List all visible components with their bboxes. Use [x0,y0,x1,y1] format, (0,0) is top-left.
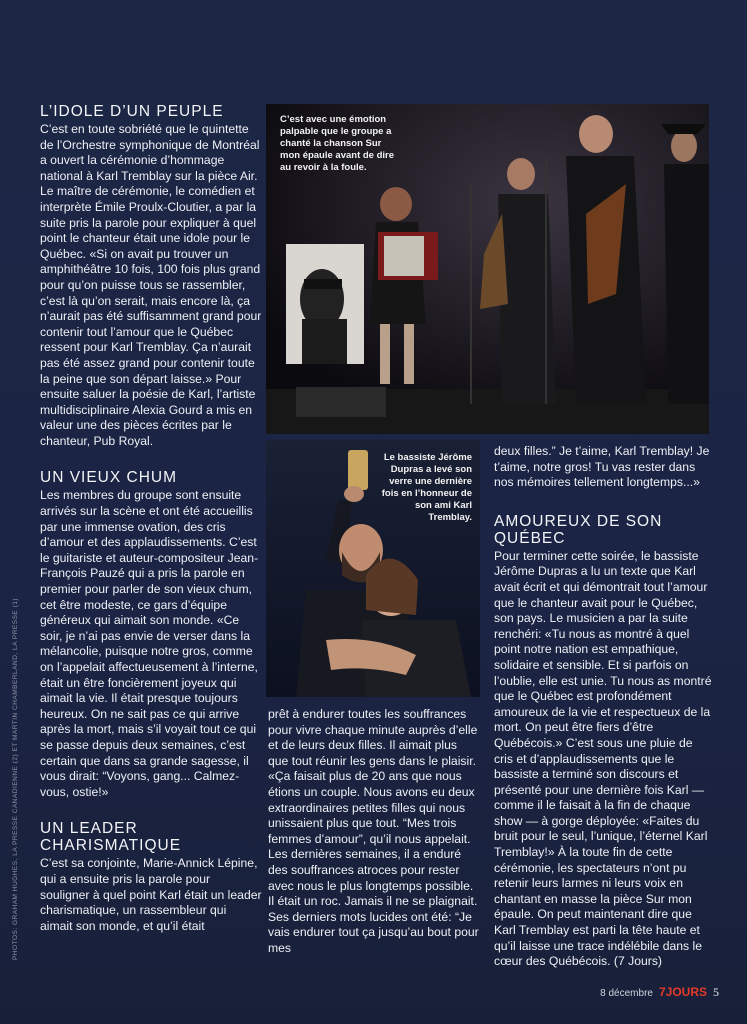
photo-credit-text: PHOTOS: GRAHAM HUGHES, LA PRESSE CANADIENNE (2) ET MARTIN CHAMBERLAND, LA PRESSE (1) [12,597,19,960]
paragraph-column-3-intro: deux filles.” Je t’aime, Karl Tremblay! Je t’aime, notre gros! Tu vas rester dans nos mémoires tellement longtemps...» [494,444,710,490]
heading-idole: L’IDOLE D’UN PEUPLE [40,103,224,120]
footer-date: 8 décembre [600,988,653,999]
page-footer [600,985,719,1000]
paragraph-column-2: prêt à endurer toutes les souffrances pour vivre chaque minute auprès d’elle et de leurs deux filles. Il aimait plus que tout réunir les gens dans le plaisir. «Ça faisait plus de 20 ans que nous étions un couple. Nous avons eu deux extraordinaires petites filles qui nous unissaient plus que tout. “Mes trois femmes d’amour”, qu’il nous appelait. Les dernières semaines, il a enduré des souffrances atroces pour rester avec nous le plus longtemps possible. Il était un roc. Jamais il ne se plaignait. Ses derniers mots lucides ont été: “Je vais endurer tout ça jusqu’au bout pour mes [268,707,479,955]
hug-caption: Le bassiste Jérôme Dupras a levé son verre une dernière fois en l’honneur de son ami Karl Tremblay. [381,452,472,523]
hug-photo [266,440,480,697]
photo-credit [12,597,22,980]
paragraph-idole: C’est en toute sobriété que le quintette de l’Orchestre symphonique de Montréal a ouvert la cérémonie d’hommage national à Karl Tremblay sur la pièce Air. Le maître de cérémonie, le comédien et interprète Émile Proulx-Cloutier, a par la suite pris la parole pour expliquer à quel point le chanteur était une idole pour le Québec. «Si on avait pu trouver un amphithéâtre 10 fois, 100 fois plus grand pour qu’on puisse tous se rassembler, c’est là qu’on serait, mais encore là, ça n’aurait pas été suffisamment grand pour contenir tout l’amour que le Québec ressent pour Karl Tremblay. Ça n’aurait pas été assez grand pour contenir toute la peine que son départ laisse.» Pour ensuite saluer la poésie de Karl, l’artiste multidisciplinaire Alexia Gourd a mis en valeur une des pièces écrites par le chanteur, Pub Royal. [40,122,262,448]
heading-amoureux: AMOUREUX DE SON QUÉBEC [494,512,663,547]
paragraph-vieux-chum: Les membres du groupe sont ensuite arrivés sur la scène et ont été accueillis par une immense ovation, des cris d’amour et des applaudissements. C’est le guitariste et auteur-compositeur Jean-François Pauzé qui a pris la parole en premier pour parler de son vieux chum, cet être modeste, ce gars d’équipe généreux qui aimait son monde. «Ce soir, je n’ai pas envie de verser dans la mélancolie, puisque notre gros, comme on l’appelait affectueusement à l’interne, était un être foncièrement joyeux qui aimait la vie. Il était presque toujours heureux. On ne sait pas ce qui arrive après la mort, mais s’il voyait tout ce qui se passe depuis deux semaines, c’est certain que dans sa grande sagesse, il vous dirait: “Voyons, gang... Calmez-vous, ostie!» [40,488,259,799]
stage-photo [266,104,709,434]
paragraph-leader: C’est sa conjointe, Marie-Annick Lépine, qui a ensuite pris la parole pour souligner à quel point Karl était un leader charismatique, un rassembleur qui aimait son monde, et qu’il était [40,856,262,933]
column-1 [40,103,262,934]
stage-caption: C’est avec une émotion palpable que le groupe a chanté la chanson Sur mon épaule avant de dire au revoir à la foule. [280,114,395,173]
column-3 [494,444,714,970]
paragraph-amoureux: Pour terminer cette soirée, le bassiste Jérôme Dupras a lu un texte que Karl avait écrit et qui démontrait tout l’amour que le chanteur avait pour le Québec, son pays. Le musicien a par la suite renchéri: «Tu nous as montré à quel point notre nation est empathique, solidaire et sensible. Et si parfois on l’oublie, elle est unie. Tu nous as montré que le Québec est profondément amoureux de la vie et respectueux de la mort. On peut être fiers d’être Québécois.» C’est sous une pluie de cris et d’applaudissements que le bassiste a terminé son discours et présenté pour une dernière fois Karl — comme il le faisait à la fin de chaque show — à gorge déployée: «Faites du bruit pour le seul, l’unique, l’éternel Karl Tremblay!» À la toute fin de cette cérémonie, les spectateurs n’ont pu retenir leurs larmes ni leurs voix en chantant en masse la pièce Sur mon épaule. On peut maintenant dire que Karl Tremblay est parti la tête haute et qu’il laisse une trace indélébile dans le cœur des Québécois. (7 Jours) [494,548,712,969]
column-2 [268,707,480,957]
page-number: 5 [713,985,719,999]
heading-vieux-chum: UN VIEUX CHUM [40,469,178,487]
brand-logo: 7JOURS [658,985,707,999]
heading-leader: UN LEADER CHARISMATIQUE [40,820,182,855]
